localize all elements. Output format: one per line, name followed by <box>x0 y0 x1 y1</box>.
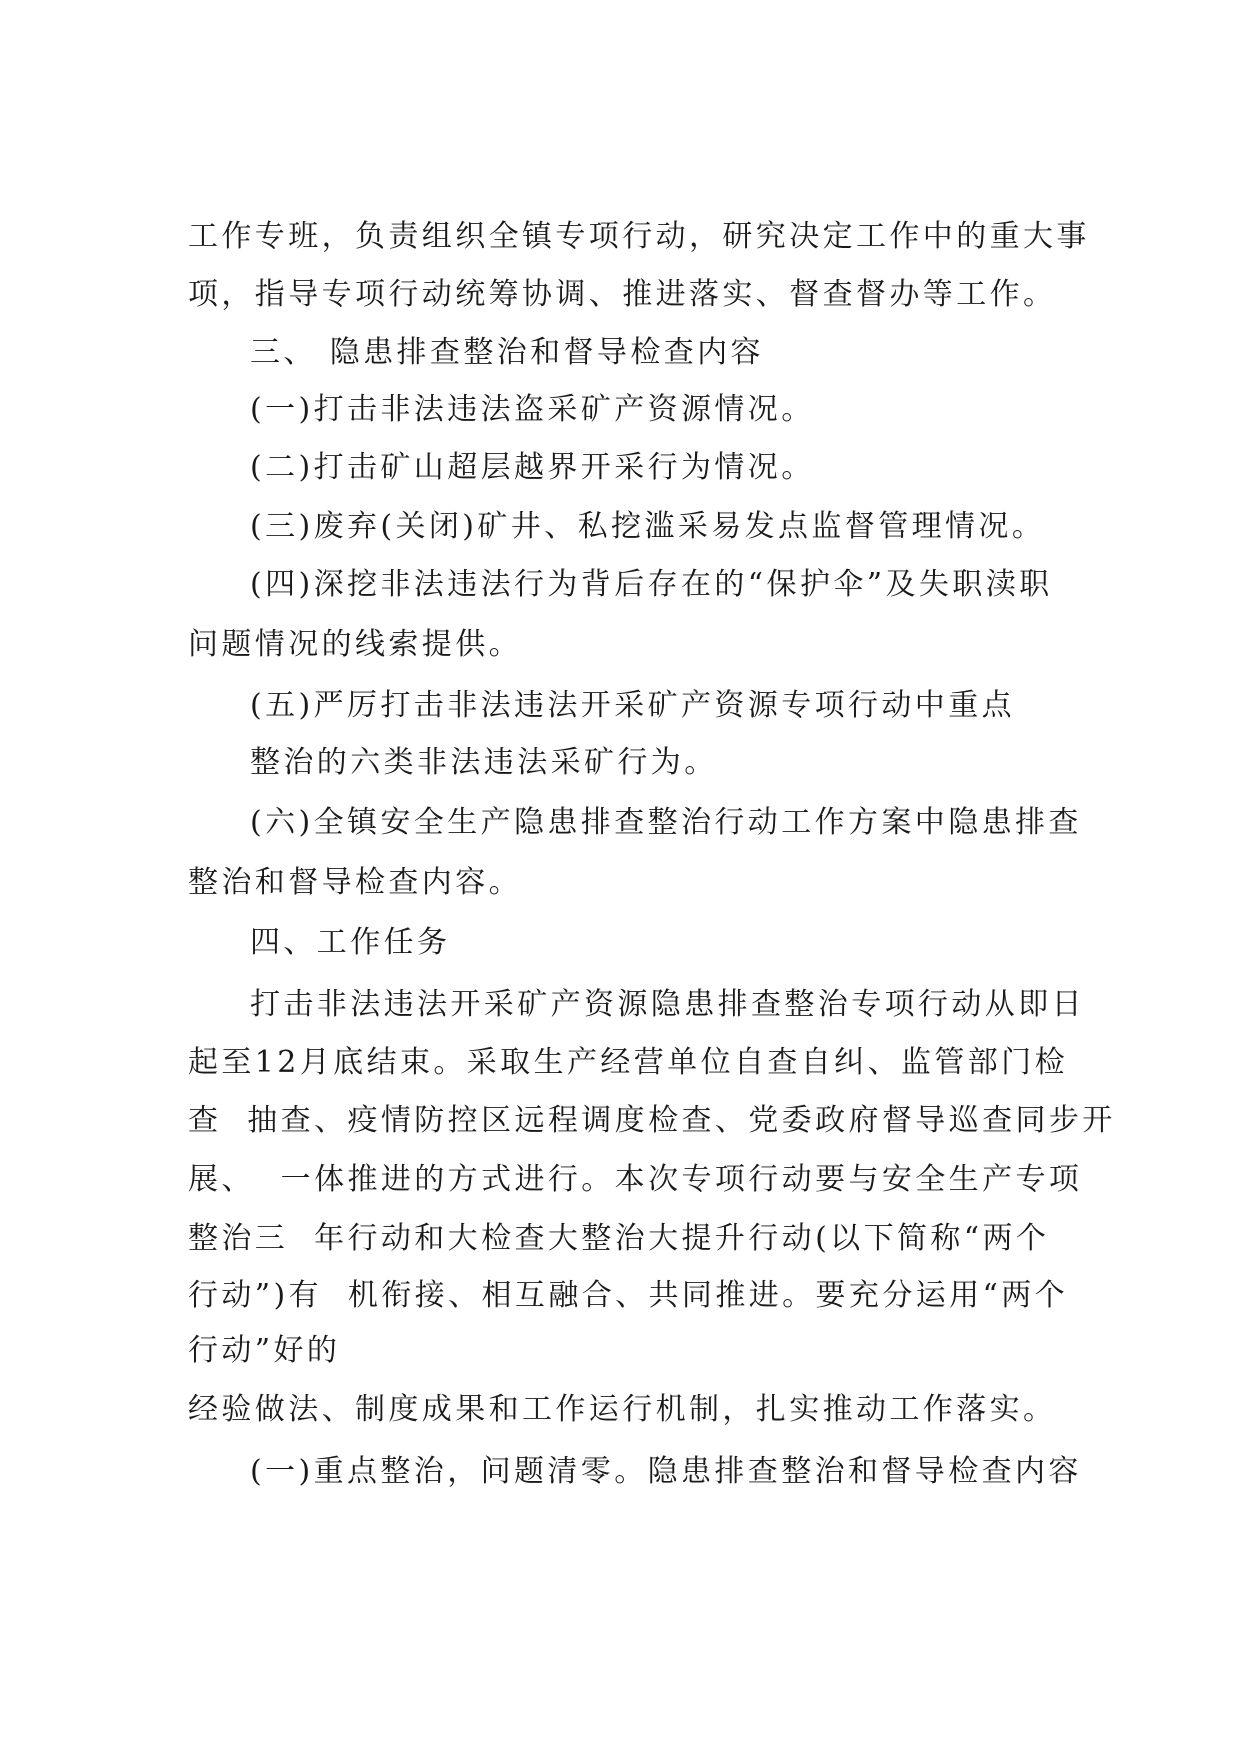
text-line-2: 项，指导专项行动统筹协调、推进落实、督查督办等工作。 <box>188 277 1057 312</box>
text-line-8: 问题情况的线索提供。 <box>188 627 522 662</box>
text-line-16: 查 抽查、疫情防控区远程调度检查、党委政府督导巡查同步开 <box>188 1103 1116 1138</box>
text-line-6: (三)废弃(关闭)矿井、私挖滥采易发点监督管理情况。 <box>250 509 1046 544</box>
section-heading-4: 四、工作任务 <box>250 925 451 960</box>
section-heading-3: 三、 隐患排查整治和督导检查内容 <box>250 335 764 370</box>
text-line-10: 整治的六类非法违法采矿行为。 <box>250 745 718 780</box>
text-line-11: (六)全镇安全生产隐患排查整治行动工作方案中隐患排查 <box>250 805 1082 840</box>
text-line-17: 展、 一体推进的方式进行。本次专项行动要与安全生产专项 <box>188 1162 1083 1197</box>
text-line-19: 行动”)有 机衔接、相互融合、共同推进。要充分运用“两个 <box>188 1278 1069 1313</box>
text-line-1: 工作专班，负责组织全镇专项行动，研究决定工作中的重大事 <box>188 219 1090 254</box>
text-line-9: (五)严厉打击非法违法开采矿产资源专项行动中重点 <box>250 688 1016 723</box>
text-line-18: 整治三 年行动和大检查大整治大提升行动(以下简称“两个 <box>188 1221 1050 1256</box>
text-line-7: (四)深挖非法违法行为背后存在的“保护伞”及失职渎职 <box>250 567 1053 602</box>
text-line-14: 打击非法违法开采矿产资源隐患排查整治专项行动从即日 <box>250 987 1085 1022</box>
text-line-22: (一)重点整治，问题清零。隐患排查整治和督导检查内容 <box>250 1454 1082 1489</box>
text-line-4: (一)打击非法违法盗采矿产资源情况。 <box>250 392 815 427</box>
text-line-5: (二)打击矿山超层越界开采行为情况。 <box>250 450 815 485</box>
text-line-12: 整治和督导检查内容。 <box>188 865 522 900</box>
text-line-20: 行动”好的 <box>188 1333 341 1368</box>
text-line-15: 起至12月底结束。采取生产经营单位自查自纠、监管部门检 <box>188 1045 1068 1080</box>
text-line-21: 经验做法、制度成果和工作运行机制，扎实推动工作落实。 <box>188 1392 1057 1427</box>
